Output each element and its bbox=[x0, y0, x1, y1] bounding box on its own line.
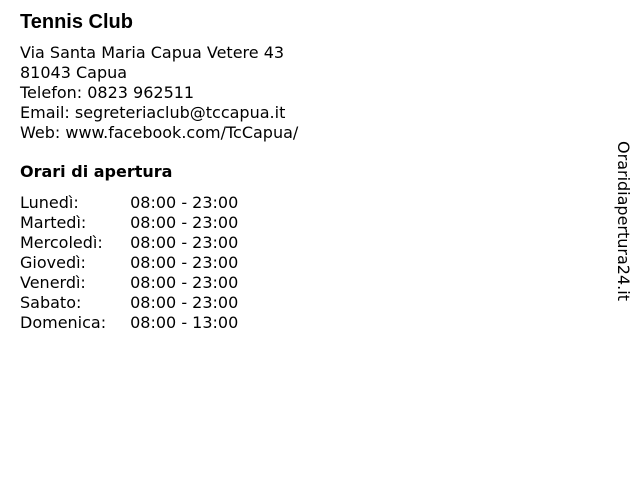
hours-value: 08:00 - 23:00 bbox=[130, 293, 239, 312]
hours-value: 08:00 - 23:00 bbox=[130, 253, 239, 272]
day-label: Mercoledì: bbox=[20, 233, 103, 252]
hours-row-friday bbox=[20, 273, 238, 293]
hours-row-tuesday bbox=[20, 213, 238, 233]
business-card bbox=[20, 10, 580, 333]
email-line: Email: segreteriaclub@tccapua.it bbox=[20, 103, 286, 122]
day-label: Domenica: bbox=[20, 313, 107, 332]
hours-row-monday bbox=[20, 193, 238, 213]
day-label: Martedì: bbox=[20, 213, 87, 232]
hours-row-saturday bbox=[20, 293, 238, 313]
hours-row-wednesday bbox=[20, 233, 238, 253]
hours-value: 08:00 - 23:00 bbox=[130, 233, 239, 252]
day-label: Venerdì: bbox=[20, 273, 86, 292]
day-label: Sabato: bbox=[20, 293, 82, 312]
web-line: Web: www.facebook.com/TcCapua/ bbox=[20, 123, 299, 142]
hours-row-sunday bbox=[20, 313, 238, 333]
hours-value: 08:00 - 23:00 bbox=[130, 193, 239, 212]
phone-line: Telefon: 0823 962511 bbox=[20, 83, 195, 102]
opening-hours-table bbox=[20, 193, 238, 333]
hours-value: 08:00 - 13:00 bbox=[130, 313, 239, 332]
hours-row-thursday bbox=[20, 253, 238, 273]
opening-hours-heading: Orari di apertura bbox=[20, 162, 173, 181]
business-name: Tennis Club bbox=[20, 11, 133, 33]
address-line: Via Santa Maria Capua Vetere 43 bbox=[20, 43, 285, 62]
postal-city-line: 81043 Capua bbox=[20, 63, 128, 82]
hours-value: 08:00 - 23:00 bbox=[130, 273, 239, 292]
site-watermark: Oraridiapertura24.it bbox=[614, 141, 633, 301]
hours-value: 08:00 - 23:00 bbox=[130, 213, 239, 232]
day-label: Giovedì: bbox=[20, 253, 86, 272]
day-label: Lunedì: bbox=[20, 193, 79, 212]
